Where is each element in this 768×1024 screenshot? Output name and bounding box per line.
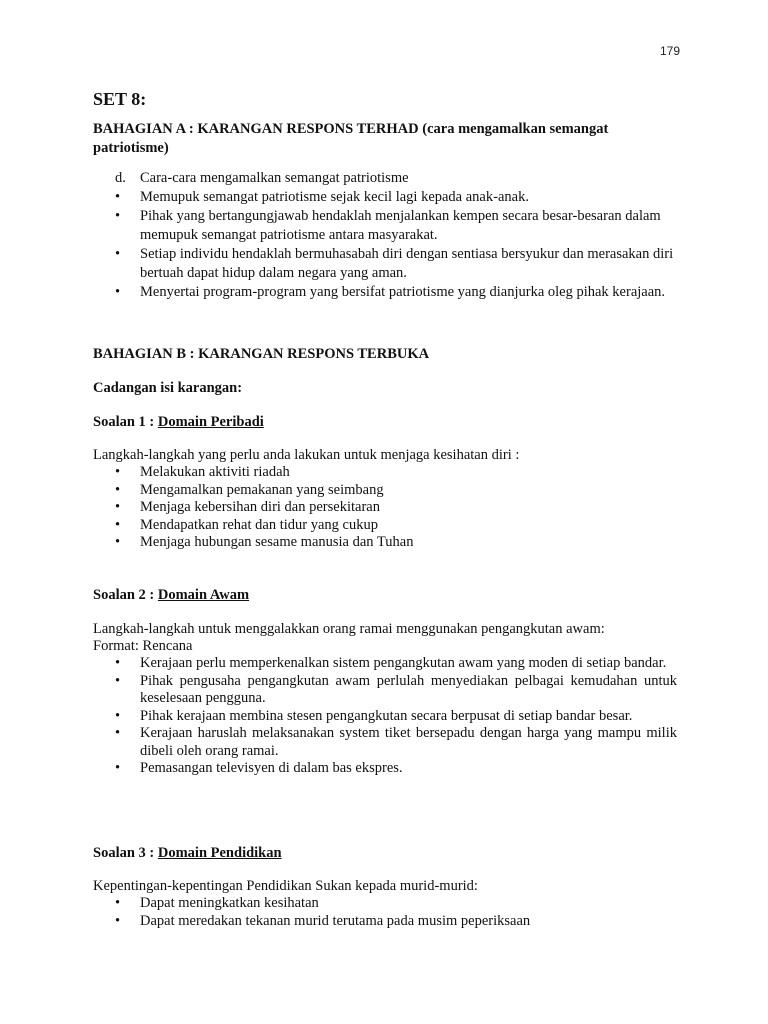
soalan-1-list [93,464,677,552]
list-item: • Mendapatkan rehat dan tidur yang cukup [115,516,378,533]
list-item-text: Setiap individu hendaklah bermuhasabah diri dengan sentiasa bersyukur dan merasakan diri bertuah dapat hidup dalam negara yang aman. [140,246,674,281]
page-number: 179 [659,44,680,58]
list-marker: • [115,208,121,224]
list-item-text: Pihak yang bertangungjawab hendaklah menjalankan kempen secara besar-besaran dalam memupuk semangat patriotisme antara masyarakat. [140,208,661,243]
list-item: • Pemasangan televisyen di dalam bas ekspres. [93,760,677,778]
soalan-1-prefix: Soalan 1 : [93,414,158,430]
list-item-text: Pihak kerajaan membina stesen pengangkutan secara berpusat di setiap bandar besar. [140,707,633,724]
list-item [93,207,677,245]
list-item: • Melakukan aktiviti riadah [115,464,290,480]
list-item-text: Pemasangan televisyen di dalam bas ekspres. [140,760,403,776]
list-item-text: Menjaga kebersihan diri dan persekitaran [140,499,380,515]
list-item-text: Pihak pengusaha pengangkutan awam perlulah menyediakan pelbagai kemudahan untuk keselesaan pengguna. [140,672,677,706]
list-marker: • [115,246,121,262]
list-item-text: Memupuk semangat patriotisme sejak kecil lagi kepada anak-anak. [140,189,529,205]
cadangan-heading: Cadangan isi karangan: [93,380,243,396]
soalan-2-format: Format: Rencana [93,638,193,654]
soalan-2-domain: Domain Awam [157,587,250,603]
list-marker: d. [115,170,126,186]
soalan-3-list [93,895,677,930]
soalan-3-domain: Domain Pendidikan [157,845,282,861]
list-item-text: Menyertai program-program yang bersifat patriotisme yang dianjurka oleg pihak kerajaan. [140,284,666,300]
list-item: • Kerajaan haruslah melaksanakan system tiket bersepadu dengan harga yang mampu milik dibeli oleh orang ramai. [115,725,677,759]
list-item-text: Cara-cara mengamalkan semangat patriotisme [140,170,409,186]
list-item: • Dapat meredakan tekanan murid terutama pada musim peperiksaan [115,912,531,929]
list-item: • Dapat meningkatkan kesihatan [115,895,319,911]
soalan-1-intro: Langkah-langkah yang perlu anda lakukan untuk menjaga kesihatan diri : [93,447,520,463]
set-title: SET 8: [93,89,147,109]
list-item-text: Dapat meredakan tekanan murid terutama pada musim peperiksaan [140,912,531,929]
bahagian-a-heading: BAHAGIAN A : KARANGAN RESPONS TERHAD (cara mengamalkan semangat patriotisme) [93,121,609,156]
list-item [93,283,677,302]
soalan-2-prefix: Soalan 2 : [93,587,158,603]
list-marker: • [115,189,121,205]
soalan-2-heading [93,586,677,605]
soalan-2-intro: Langkah-langkah untuk menggalakkan orang ramai menggunakan pengangkutan awam: [93,621,605,637]
bahagian-b-heading: BAHAGIAN B : KARANGAN RESPONS TERBUKA [93,346,430,362]
list-item-text: Dapat meningkatkan kesihatan [140,895,319,911]
list-marker: • [115,284,121,300]
soalan-3-intro: Kepentingan-kepentingan Pendidikan Sukan kepada murid-murid: [93,878,478,894]
list-item: • Kerajaan perlu memperkenalkan sistem pengangkutan awam yang moden di setiap bandar. [93,655,677,673]
list-item: • Menjaga hubungan sesame manusia dan Tuhan [115,534,414,550]
list-item [93,245,677,283]
list-item: • Menjaga kebersihan diri dan persekitaran [115,499,380,515]
list-item-text: Mendapatkan rehat dan tidur yang cukup [140,516,378,533]
bahagian-a-list [93,169,677,302]
list-item: • Pihak kerajaan membina stesen pengangkutan secara berpusat di setiap bandar besar. [93,708,677,726]
list-item [93,169,677,188]
list-item: • Pihak pengusaha pengangkutan awam perlulah menyediakan pelbagai kemudahan untuk keselesaan pengguna. [115,672,677,706]
soalan-3-heading [93,844,677,863]
list-item-text: Kerajaan perlu memperkenalkan sistem pengangkutan awam yang moden di setiap bandar. [140,655,667,671]
list-item-text: Kerajaan haruslah melaksanakan system tiket bersepadu dengan harga yang mampu milik dibeli oleh orang ramai. [140,725,677,759]
soalan-3-prefix: Soalan 3 : [93,845,158,861]
soalan-2-list [93,655,677,778]
list-item [93,188,677,207]
list-item-text: Melakukan aktiviti riadah [140,464,290,480]
soalan-1-heading [93,413,677,432]
soalan-1-domain: Domain Peribadi [157,414,264,430]
list-item-text: Menjaga hubungan sesame manusia dan Tuhan [140,534,414,550]
list-item-text: Mengamalkan pemakanan yang seimbang [140,481,384,498]
list-item: • Mengamalkan pemakanan yang seimbang [115,481,384,498]
